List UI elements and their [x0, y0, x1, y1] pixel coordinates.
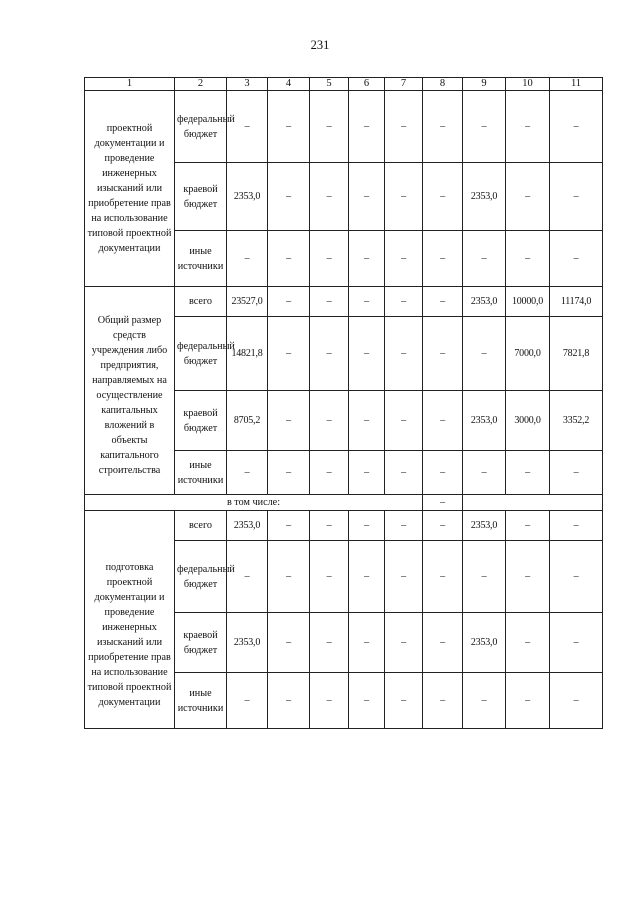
value-cell: –: [506, 541, 550, 613]
value-cell: –: [268, 91, 310, 163]
column-header: 9: [463, 78, 506, 91]
column-header: 5: [310, 78, 349, 91]
value-cell: –: [385, 511, 423, 541]
including-row: [85, 495, 603, 511]
value-cell: –: [349, 231, 385, 287]
value-cell: –: [349, 287, 385, 317]
table-row: [85, 287, 603, 317]
value-cell: 2353,0: [227, 511, 268, 541]
value-cell: –: [349, 511, 385, 541]
value-cell: 2353,0: [227, 163, 268, 231]
value-cell: –: [349, 613, 385, 673]
value-cell: –: [385, 541, 423, 613]
value-cell: –: [349, 163, 385, 231]
value-cell: –: [463, 451, 506, 495]
value-cell: –: [550, 163, 603, 231]
column-header: 2: [175, 78, 227, 91]
value-cell: –: [550, 511, 603, 541]
value-cell: –: [227, 91, 268, 163]
funding-source: всего: [175, 511, 227, 541]
value-cell: –: [423, 287, 463, 317]
value-cell: –: [423, 231, 463, 287]
value-cell: 3352,2: [550, 391, 603, 451]
value-cell: –: [310, 163, 349, 231]
funding-source: краевой бюджет: [175, 613, 227, 673]
value-cell: –: [423, 673, 463, 729]
value-cell: –: [506, 673, 550, 729]
column-header: 11: [550, 78, 603, 91]
including-label: в том числе:: [85, 495, 423, 511]
value-cell: –: [268, 541, 310, 613]
value-cell: –: [506, 231, 550, 287]
including-mark: –: [423, 495, 463, 511]
value-cell: 11174,0: [550, 287, 603, 317]
budget-table: [84, 77, 603, 729]
value-cell: 2353,0: [463, 163, 506, 231]
column-header: 3: [227, 78, 268, 91]
funding-source: федеральный бюджет: [175, 91, 227, 163]
value-cell: 2353,0: [463, 511, 506, 541]
including-empty-cell: [463, 495, 603, 511]
value-cell: –: [550, 541, 603, 613]
value-cell: –: [463, 91, 506, 163]
value-cell: 2353,0: [463, 613, 506, 673]
value-cell: 7000,0: [506, 317, 550, 391]
value-cell: –: [550, 231, 603, 287]
value-cell: –: [268, 317, 310, 391]
value-cell: –: [310, 673, 349, 729]
value-cell: –: [268, 231, 310, 287]
value-cell: –: [349, 317, 385, 391]
value-cell: 14821,8: [227, 317, 268, 391]
value-cell: –: [268, 163, 310, 231]
table-row: [85, 511, 603, 541]
value-cell: –: [310, 91, 349, 163]
value-cell: –: [423, 451, 463, 495]
funding-source: иные источники: [175, 451, 227, 495]
value-cell: –: [385, 287, 423, 317]
column-header: 8: [423, 78, 463, 91]
value-cell: –: [423, 541, 463, 613]
row-description: Общий размер средств учреждения либо предприятия, направляемых на осуществление капитальных вложений в объекты капитального строительства: [85, 287, 175, 495]
value-cell: –: [550, 673, 603, 729]
funding-source: федеральный бюджет: [175, 317, 227, 391]
row-description: подготовка проектной документации и проведение инженерных изысканий или приобретение прав на использование типовой проектной документации: [85, 511, 175, 729]
funding-source: федеральный бюджет: [175, 541, 227, 613]
value-cell: –: [385, 613, 423, 673]
column-header: 4: [268, 78, 310, 91]
value-cell: –: [423, 511, 463, 541]
value-cell: –: [268, 287, 310, 317]
value-cell: –: [550, 451, 603, 495]
funding-source: иные источники: [175, 673, 227, 729]
value-cell: –: [506, 511, 550, 541]
value-cell: –: [268, 613, 310, 673]
value-cell: –: [506, 613, 550, 673]
value-cell: –: [463, 317, 506, 391]
value-cell: –: [349, 91, 385, 163]
value-cell: –: [227, 673, 268, 729]
value-cell: –: [385, 451, 423, 495]
value-cell: –: [349, 673, 385, 729]
value-cell: –: [385, 91, 423, 163]
value-cell: 2353,0: [227, 613, 268, 673]
budget-table-body: [85, 78, 603, 729]
value-cell: –: [310, 613, 349, 673]
value-cell: –: [227, 451, 268, 495]
page-number: 231: [310, 38, 330, 52]
funding-source: краевой бюджет: [175, 163, 227, 231]
column-header: 6: [349, 78, 385, 91]
value-cell: –: [423, 317, 463, 391]
value-cell: –: [310, 541, 349, 613]
column-header: 1: [85, 78, 175, 91]
value-cell: –: [310, 317, 349, 391]
value-cell: –: [423, 613, 463, 673]
value-cell: 2353,0: [463, 391, 506, 451]
value-cell: –: [550, 91, 603, 163]
row-description: проектной документации и проведение инженерных изысканий или приобретение прав на использование типовой проектной документации: [85, 91, 175, 287]
funding-source: иные источники: [175, 231, 227, 287]
value-cell: –: [463, 231, 506, 287]
value-cell: –: [310, 231, 349, 287]
value-cell: –: [423, 391, 463, 451]
value-cell: –: [227, 231, 268, 287]
value-cell: 8705,2: [227, 391, 268, 451]
value-cell: 23527,0: [227, 287, 268, 317]
funding-source: краевой бюджет: [175, 391, 227, 451]
value-cell: –: [385, 163, 423, 231]
value-cell: –: [349, 391, 385, 451]
value-cell: 3000,0: [506, 391, 550, 451]
value-cell: –: [385, 391, 423, 451]
value-cell: –: [423, 91, 463, 163]
value-cell: –: [310, 451, 349, 495]
value-cell: –: [349, 451, 385, 495]
value-cell: –: [550, 613, 603, 673]
column-header: 7: [385, 78, 423, 91]
value-cell: –: [268, 673, 310, 729]
value-cell: 10000,0: [506, 287, 550, 317]
value-cell: –: [385, 673, 423, 729]
value-cell: –: [506, 163, 550, 231]
header-row: [85, 78, 603, 91]
value-cell: –: [268, 451, 310, 495]
column-header: 10: [506, 78, 550, 91]
value-cell: –: [463, 541, 506, 613]
value-cell: –: [349, 541, 385, 613]
value-cell: –: [385, 317, 423, 391]
value-cell: 7821,8: [550, 317, 603, 391]
value-cell: –: [463, 673, 506, 729]
funding-source: всего: [175, 287, 227, 317]
value-cell: 2353,0: [463, 287, 506, 317]
value-cell: –: [310, 287, 349, 317]
value-cell: –: [423, 163, 463, 231]
value-cell: –: [310, 511, 349, 541]
value-cell: –: [385, 231, 423, 287]
value-cell: –: [227, 541, 268, 613]
value-cell: –: [506, 451, 550, 495]
value-cell: –: [506, 91, 550, 163]
value-cell: –: [268, 391, 310, 451]
table-row: [85, 91, 603, 163]
value-cell: –: [268, 511, 310, 541]
value-cell: –: [310, 391, 349, 451]
